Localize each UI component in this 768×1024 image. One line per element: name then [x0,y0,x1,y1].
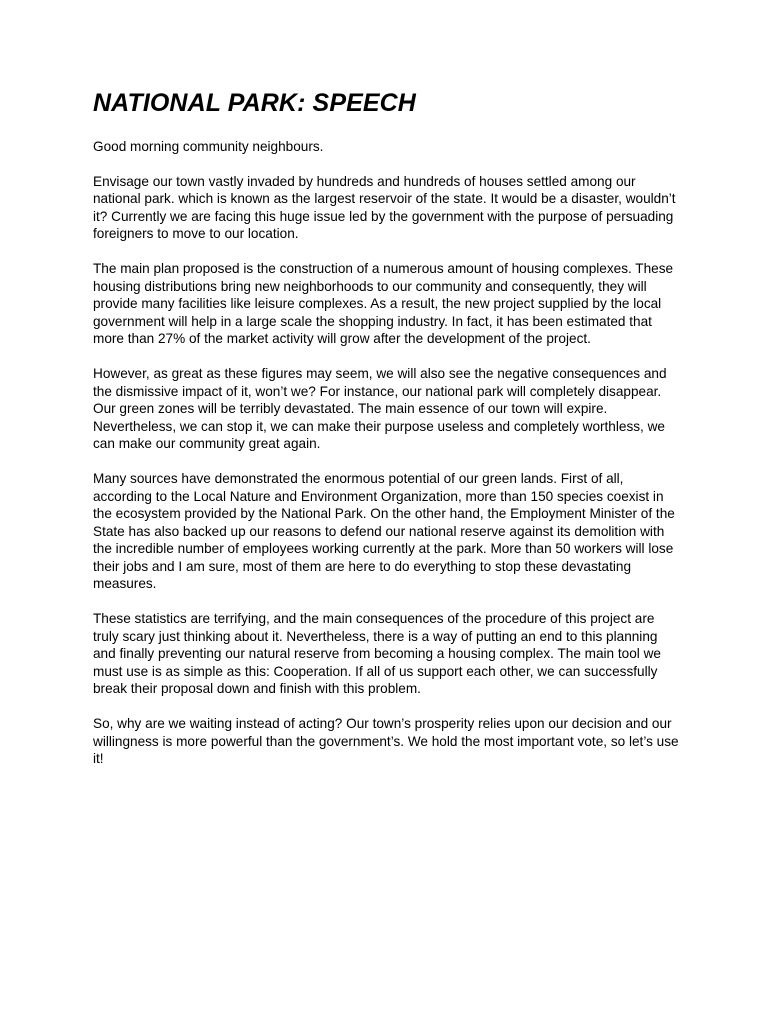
intro-paragraph: Envisage our town vastly invaded by hundreds and hundreds of houses settled among our national park. which is known as the largest reservoir of the state. It would be a disaster, wouldn’t it? Currently we are facing this huge issue led by the government with the purpose of persuading foreigners to move to our location. [93,173,676,242]
document-page [93,86,683,785]
document-title: NATIONAL PARK: SPEECH [93,89,416,117]
housing-plan-paragraph: The main plan proposed is the construction of a numerous amount of housing complexes. These housing distributions bring new neighborhoods to our community and consequently, they will provide many facilities like leisure complexes. As a result, the new project supplied by the local government will help in a large scale the shopping industry. In fact, it has been estimated that more than 27% of the market activity will grow after the development of the project. [93,260,674,347]
statistics-paragraph: These statistics are terrifying, and the main consequences of the procedure of this project are truly scary just thinking about it. Nevertheless, there is a way of putting an end to this planning and finally preventing our natural reserve from becoming a housing complex. The main tool we must use is as simple as this: Cooperation. If all of us support each other, we can successfully break their proposal down and finish with this problem. [93,611,661,697]
sources-paragraph: Many sources have demonstrated the enormous potential of our green lands. First of all, according to the Local Nature and Environment Organization, more than 150 species coexist in the ecosystem provided by the National Park. On the other hand, the Employment Minister of the State has also backed up our reasons to defend our national reserve against its demolition with the incredible number of employees working currently at the park. More than 50 workers will lose their jobs and I am sure, most of them are here to do everything to stop these devastating measures. [93,470,675,592]
greeting-paragraph: Good morning community neighbours. [93,139,324,154]
negative-consequences-paragraph: However, as great as these figures may seem, we will also see the negative consequences and the dismissive impact of it, won’t we? For instance, our national park will completely disappear. Our green zones will be terribly devastated. The main essence of our town will expire. Nevertheless, we can stop it, we can make their purpose useless and completely worthless, we can make our community great again. [93,365,667,452]
closing-paragraph: So, why are we waiting instead of acting? Our town’s prosperity relies upon our decision and our willingness is more powerful than the government’s. We hold the most important vote, so let’s use it! [93,716,679,767]
